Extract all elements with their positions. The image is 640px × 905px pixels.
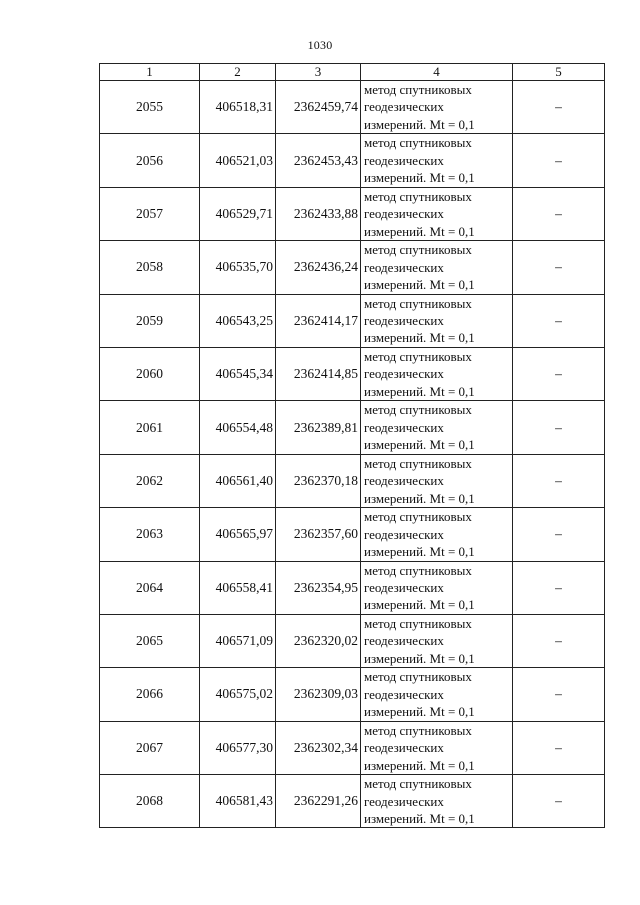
y-coordinate-cell: 2362433,88 — [276, 187, 361, 240]
method-line: измерений. Mt = 0,1 — [364, 223, 475, 239]
method-line: геодезических — [364, 259, 444, 275]
x-coordinate-cell: 406577,30 — [200, 721, 276, 774]
point-number-cell: 2057 — [100, 187, 200, 240]
method-line: измерений. Mt = 0,1 — [364, 170, 475, 186]
method-cell — [361, 347, 513, 400]
column-header-4: 4 — [361, 64, 513, 81]
method-line: геодезических — [364, 206, 444, 222]
method-line: метод спутниковых — [364, 295, 472, 311]
method-cell — [361, 561, 513, 614]
point-number-cell: 2063 — [100, 508, 200, 561]
method-line: измерений. Mt = 0,1 — [364, 810, 475, 826]
method-cell — [361, 508, 513, 561]
y-coordinate-cell: 2362309,03 — [276, 668, 361, 721]
method-line: геодезических — [364, 99, 444, 115]
x-coordinate-cell: 406543,25 — [200, 294, 276, 347]
table-body — [100, 81, 605, 828]
method-cell — [361, 614, 513, 667]
y-coordinate-cell: 2362291,26 — [276, 775, 361, 828]
table-row — [100, 401, 605, 454]
method-cell — [361, 401, 513, 454]
table-row — [100, 775, 605, 828]
method-cell — [361, 294, 513, 347]
table-row — [100, 508, 605, 561]
point-number-cell: 2055 — [100, 81, 200, 134]
y-coordinate-cell: 2362357,60 — [276, 508, 361, 561]
method-line: измерений. Mt = 0,1 — [364, 383, 475, 399]
method-line: геодезических — [364, 313, 444, 329]
method-line: измерений. Mt = 0,1 — [364, 650, 475, 666]
note-cell: – — [513, 668, 605, 721]
table-row — [100, 668, 605, 721]
method-line: измерений. Mt = 0,1 — [364, 437, 475, 453]
method-cell — [361, 775, 513, 828]
method-line: метод спутниковых — [364, 402, 472, 418]
method-line: метод спутниковых — [364, 669, 472, 685]
method-cell — [361, 454, 513, 507]
method-line: измерений. Mt = 0,1 — [364, 704, 475, 720]
table-row — [100, 134, 605, 187]
table-row — [100, 721, 605, 774]
note-cell: – — [513, 294, 605, 347]
method-line: геодезических — [364, 366, 444, 382]
method-line: геодезических — [364, 686, 444, 702]
y-coordinate-cell: 2362459,74 — [276, 81, 361, 134]
x-coordinate-cell: 406565,97 — [200, 508, 276, 561]
point-number-cell: 2061 — [100, 401, 200, 454]
point-number-cell: 2067 — [100, 721, 200, 774]
table-row — [100, 347, 605, 400]
column-header-5: 5 — [513, 64, 605, 81]
table-row — [100, 454, 605, 507]
y-coordinate-cell: 2362389,81 — [276, 401, 361, 454]
x-coordinate-cell: 406581,43 — [200, 775, 276, 828]
coordinates-table — [99, 63, 605, 828]
method-line: измерений. Mt = 0,1 — [364, 544, 475, 560]
header-row — [100, 64, 605, 81]
method-line: геодезических — [364, 793, 444, 809]
table-row — [100, 81, 605, 134]
method-line: метод спутниковых — [364, 135, 472, 151]
y-coordinate-cell: 2362370,18 — [276, 454, 361, 507]
method-line: метод спутниковых — [364, 188, 472, 204]
method-cell — [361, 721, 513, 774]
method-line: метод спутниковых — [364, 509, 472, 525]
note-cell: – — [513, 721, 605, 774]
note-cell: – — [513, 561, 605, 614]
method-line: метод спутниковых — [364, 722, 472, 738]
method-line: измерений. Mt = 0,1 — [364, 597, 475, 613]
note-cell: – — [513, 347, 605, 400]
method-line: метод спутниковых — [364, 349, 472, 365]
method-line: измерений. Mt = 0,1 — [364, 116, 475, 132]
table-row — [100, 241, 605, 294]
method-line: геодезических — [364, 633, 444, 649]
x-coordinate-cell: 406575,02 — [200, 668, 276, 721]
x-coordinate-cell: 406571,09 — [200, 614, 276, 667]
x-coordinate-cell: 406518,31 — [200, 81, 276, 134]
method-line: метод спутниковых — [364, 82, 472, 98]
point-number-cell: 2059 — [100, 294, 200, 347]
note-cell: – — [513, 454, 605, 507]
point-number-cell: 2062 — [100, 454, 200, 507]
note-cell: – — [513, 81, 605, 134]
point-number-cell: 2058 — [100, 241, 200, 294]
x-coordinate-cell: 406545,34 — [200, 347, 276, 400]
method-line: измерений. Mt = 0,1 — [364, 490, 475, 506]
y-coordinate-cell: 2362320,02 — [276, 614, 361, 667]
x-coordinate-cell: 406529,71 — [200, 187, 276, 240]
method-cell — [361, 187, 513, 240]
table-header — [100, 64, 605, 81]
table-row — [100, 294, 605, 347]
point-number-cell: 2056 — [100, 134, 200, 187]
x-coordinate-cell: 406535,70 — [200, 241, 276, 294]
y-coordinate-cell: 2362354,95 — [276, 561, 361, 614]
column-header-2: 2 — [200, 64, 276, 81]
method-cell — [361, 81, 513, 134]
table-row — [100, 561, 605, 614]
note-cell: – — [513, 508, 605, 561]
y-coordinate-cell: 2362436,24 — [276, 241, 361, 294]
method-line: геодезических — [364, 580, 444, 595]
point-number-cell: 2066 — [100, 668, 200, 721]
point-number-cell: 2064 — [100, 561, 200, 614]
method-cell — [361, 241, 513, 294]
note-cell: – — [513, 401, 605, 454]
method-line: измерений. Mt = 0,1 — [364, 277, 475, 293]
page-number: 1030 — [307, 38, 333, 52]
x-coordinate-cell: 406521,03 — [200, 134, 276, 187]
point-number-cell: 2060 — [100, 347, 200, 400]
method-line: геодезических — [364, 473, 444, 489]
note-cell: – — [513, 187, 605, 240]
method-line: метод спутниковых — [364, 242, 472, 258]
column-header-3: 3 — [276, 64, 361, 81]
x-coordinate-cell: 406558,41 — [200, 561, 276, 614]
method-line: метод спутниковых — [364, 455, 472, 471]
y-coordinate-cell: 2362453,43 — [276, 134, 361, 187]
method-cell — [361, 668, 513, 721]
y-coordinate-cell: 2362302,34 — [276, 721, 361, 774]
note-cell: – — [513, 775, 605, 828]
method-line: геодезических — [364, 740, 444, 756]
y-coordinate-cell: 2362414,17 — [276, 294, 361, 347]
method-line: измерений. Mt = 0,1 — [364, 330, 475, 346]
x-coordinate-cell: 406554,48 — [200, 401, 276, 454]
column-header-1: 1 — [100, 64, 200, 81]
method-line: метод спутниковых — [364, 776, 472, 792]
table-row — [100, 614, 605, 667]
method-line: геодезических — [364, 526, 444, 542]
note-cell: – — [513, 134, 605, 187]
x-coordinate-cell: 406561,40 — [200, 454, 276, 507]
method-line: метод спутниковых — [364, 562, 472, 578]
y-coordinate-cell: 2362414,85 — [276, 347, 361, 400]
note-cell: – — [513, 614, 605, 667]
method-line: геодезических — [364, 419, 444, 435]
method-line: метод спутниковых — [364, 615, 472, 631]
method-cell — [361, 134, 513, 187]
note-cell: – — [513, 241, 605, 294]
table-row — [100, 187, 605, 240]
point-number-cell: 2068 — [100, 775, 200, 828]
point-number-cell: 2065 — [100, 614, 200, 667]
method-line: измерений. Mt = 0,1 — [364, 757, 475, 773]
method-line: геодезических — [364, 152, 444, 168]
